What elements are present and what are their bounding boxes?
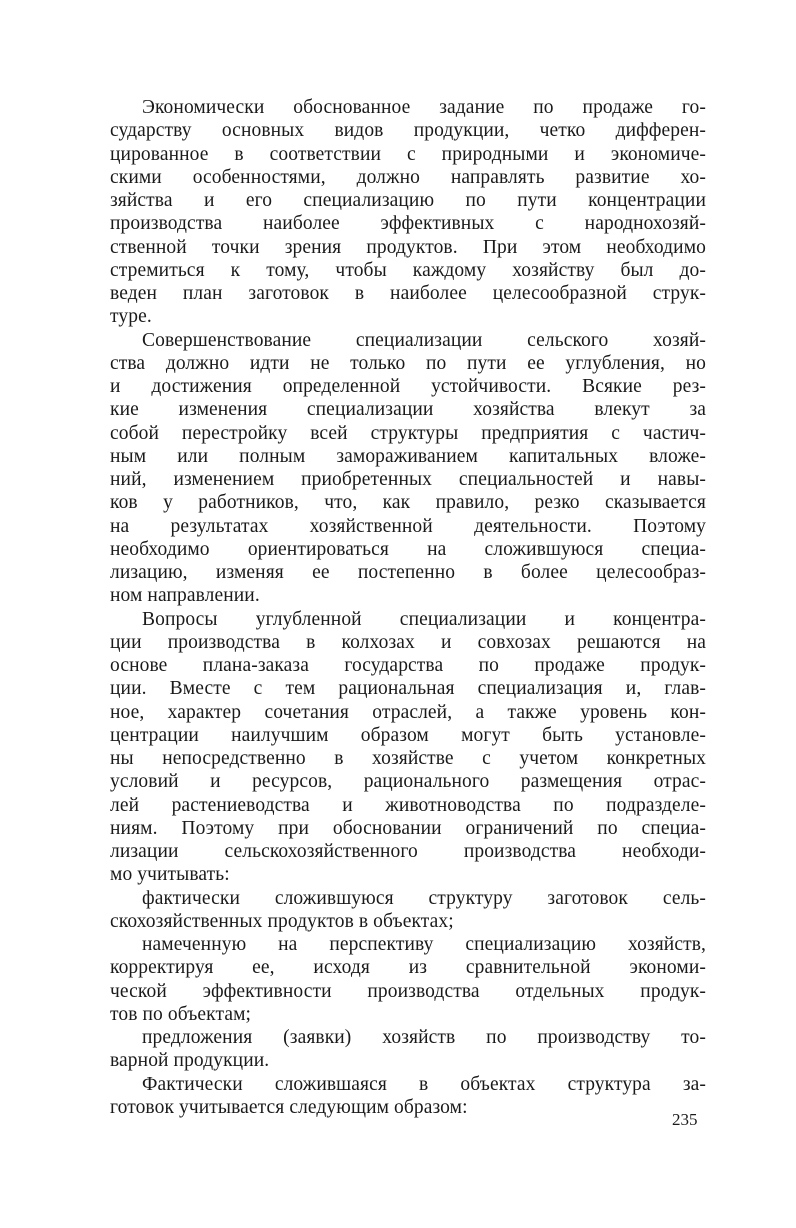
text-line: варной продукции. bbox=[110, 1050, 270, 1072]
text-line: ства должно идти не только по пути ее углубления, но bbox=[110, 352, 706, 374]
text-line: производства наиболее эффективных с народнохозяй- bbox=[110, 213, 706, 235]
text-line: собой перестройку всей структуры предприятия с частич- bbox=[110, 422, 706, 444]
text-line: основе плана-заказа государства по продаже продук- bbox=[110, 655, 706, 676]
page-body bbox=[110, 96, 706, 1119]
text-line: корректируя ее, исходя из сравнительной экономи- bbox=[110, 957, 706, 979]
text-line: лизацию, изменяя ее постепенно в более целесообраз- bbox=[110, 562, 706, 583]
text-line: предложения (заявки) хозяйств по производству то- bbox=[142, 1027, 706, 1048]
text-line: Экономически обоснованное задание по продаже го- bbox=[142, 97, 706, 118]
text-line: ний, изменением приобретенных специальностей и навы- bbox=[110, 469, 706, 490]
text-line: ственной точки зрения продуктов. При этом необходимо bbox=[110, 236, 706, 258]
text-line: ном направлении. bbox=[110, 585, 260, 607]
text-line: Фактически сложившаяся в объектах структура за- bbox=[142, 1073, 706, 1095]
text-line: стремиться к тому, чтобы каждому хозяйству был до- bbox=[110, 259, 706, 281]
text-line: ции производства в колхозах и совхозах решаются на bbox=[110, 631, 706, 653]
text-line: зяйства и его специализацию по пути концентрации bbox=[110, 190, 706, 211]
text-line: необходимо ориентироваться на сложившуюся специа- bbox=[110, 538, 706, 560]
text-line: центрации наилучшим образом могут быть установле- bbox=[110, 724, 706, 746]
text-line: скими особенностями, должно направлять развитие хо- bbox=[110, 166, 706, 188]
text-line: ным или полным замораживанием капитальных вложе- bbox=[110, 445, 706, 467]
text-line: ниям. Поэтому при обосновании ограничений по специа- bbox=[110, 817, 706, 839]
text-line: ции. Вместе с тем рациональная специализация и, глав- bbox=[110, 678, 706, 700]
text-line: и достижения определенной устойчивости. Всякие рез- bbox=[110, 376, 706, 397]
text-line: туре. bbox=[110, 306, 152, 328]
page-number: 235 bbox=[672, 1110, 698, 1129]
text-line: ны непосредственно в хозяйстве с учетом конкретных bbox=[110, 748, 706, 769]
text-line: веден план заготовок в наиболее целесообразной струк- bbox=[110, 283, 706, 304]
text-line: намеченную на перспективу специализацию хозяйств, bbox=[142, 934, 706, 955]
text-line: Вопросы углубленной специализации и концентра- bbox=[142, 608, 706, 630]
text-line: лизации сельскохозяйственного производства необходи- bbox=[110, 841, 706, 862]
text-line: на результатах хозяйственной деятельности. Поэтому bbox=[110, 515, 706, 537]
text-line: ческой эффективности производства отдельных продук- bbox=[110, 980, 706, 1002]
text-line: сударству основных видов продукции, четко дифферен- bbox=[110, 120, 706, 142]
text-line: Совершенствование специализации сельского хозяй- bbox=[142, 329, 706, 351]
text-line: ное, характер сочетания отраслей, а также уровень кон- bbox=[110, 701, 706, 723]
text-line: мо учитывать: bbox=[110, 864, 230, 886]
text-line: тов по объектам; bbox=[110, 1003, 252, 1025]
text-line: условий и ресурсов, рационального размещения отрас- bbox=[110, 771, 706, 793]
text-line: ков у работников, что, как правило, резко сказывается bbox=[110, 492, 706, 514]
text-line: кие изменения специализации хозяйства влекут за bbox=[110, 399, 706, 421]
text-line: фактически сложившуюся структуру заготовок сель- bbox=[142, 887, 706, 909]
text-line: скохозяйственных продуктов в объектах; bbox=[110, 910, 454, 932]
text-line: готовок учитывается следующим образом: bbox=[110, 1096, 468, 1118]
text-line: цированное в соответствии с природными и экономиче- bbox=[110, 143, 706, 165]
text-line: лей растениеводства и животноводства по подразделе- bbox=[110, 794, 706, 816]
